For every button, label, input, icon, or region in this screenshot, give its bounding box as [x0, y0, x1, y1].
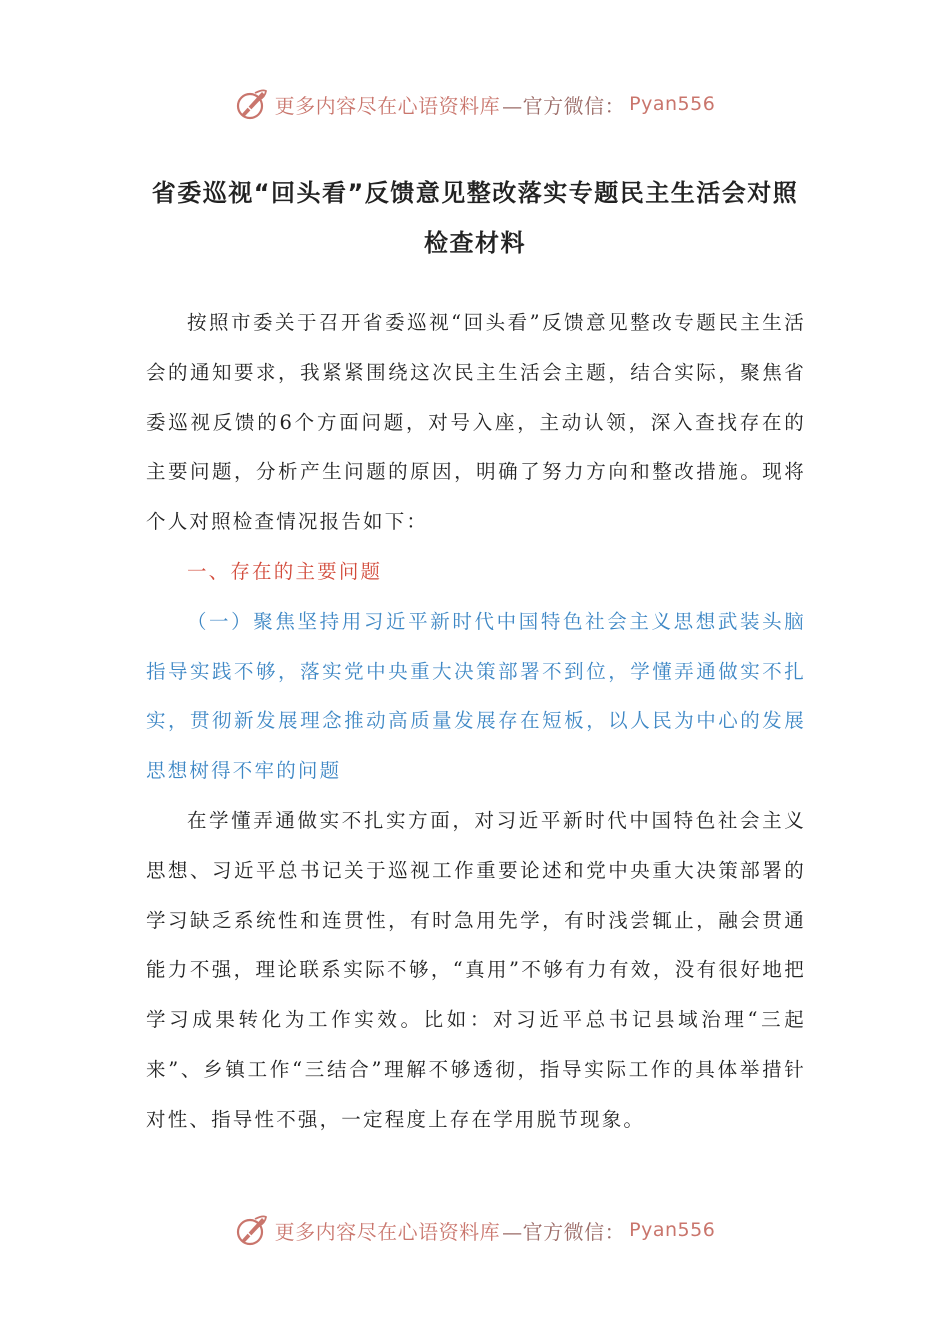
document-title: 省委巡视“回头看”反馈意见整改落实专题民主生活会对照检查材料	[151, 179, 799, 257]
quill-pen-icon	[235, 87, 269, 121]
quill-pen-icon	[235, 1213, 269, 1247]
intro-paragraph: 按照市委关于召开省委巡视“回头看”反馈意见整改专题民主生活会的通知要求，我紧紧围绕这次民主生活会主题，结合实际，聚焦省委巡视反馈的6个方面问题，对号入座，主动认领，深入查找存在的主要问题，分析产生问题的原因，明确了努力方向和整改措施。现将个人对照检查情况报告如下：	[146, 311, 806, 534]
subsection-heading: （一）聚焦坚持用习近平新时代中国特色社会主义思想武装头脑指导实践不够，落实党中央重大决策部署不到位，学懂弄通做实不扎实，贯彻新发展理念推动高质量发展存在短板，以人民为中心的发展思想树得不牢的问题	[146, 609, 806, 783]
watermark-wechat-label: —官方微信：	[502, 1219, 626, 1244]
watermark-wechat-id: Pyan556	[629, 93, 716, 115]
document-body	[146, 298, 806, 1145]
watermark-site-name: 更多内容尽在心语资料库	[274, 1219, 501, 1244]
footer-watermark	[0, 1208, 950, 1252]
watermark-wechat-label: —官方微信：	[502, 93, 626, 118]
section-heading: 一、存在的主要问题	[186, 559, 383, 583]
watermark-wechat-id: Pyan556	[629, 1219, 716, 1241]
body-paragraph: 在学懂弄通做实不扎实方面，对习近平新时代中国特色社会主义思想、习近平总书记关于巡视工作重要论述和党中央重大决策部署的学习缺乏系统性和连贯性，有时急用先学，有时浅尝辄止，融会贯通能力不强，理论联系实际不够，“真用”不够有力有效，没有很好地把学习成果转化为工作实效。比如：对习近平总书记县域治理“三起来”、乡镇工作“三结合”理解不够透彻，指导实际工作的具体举措针对性、指导性不强，一定程度上存在学用脱节现象。	[146, 808, 806, 1131]
header-watermark	[0, 82, 950, 126]
watermark-site-name: 更多内容尽在心语资料库	[274, 93, 501, 118]
